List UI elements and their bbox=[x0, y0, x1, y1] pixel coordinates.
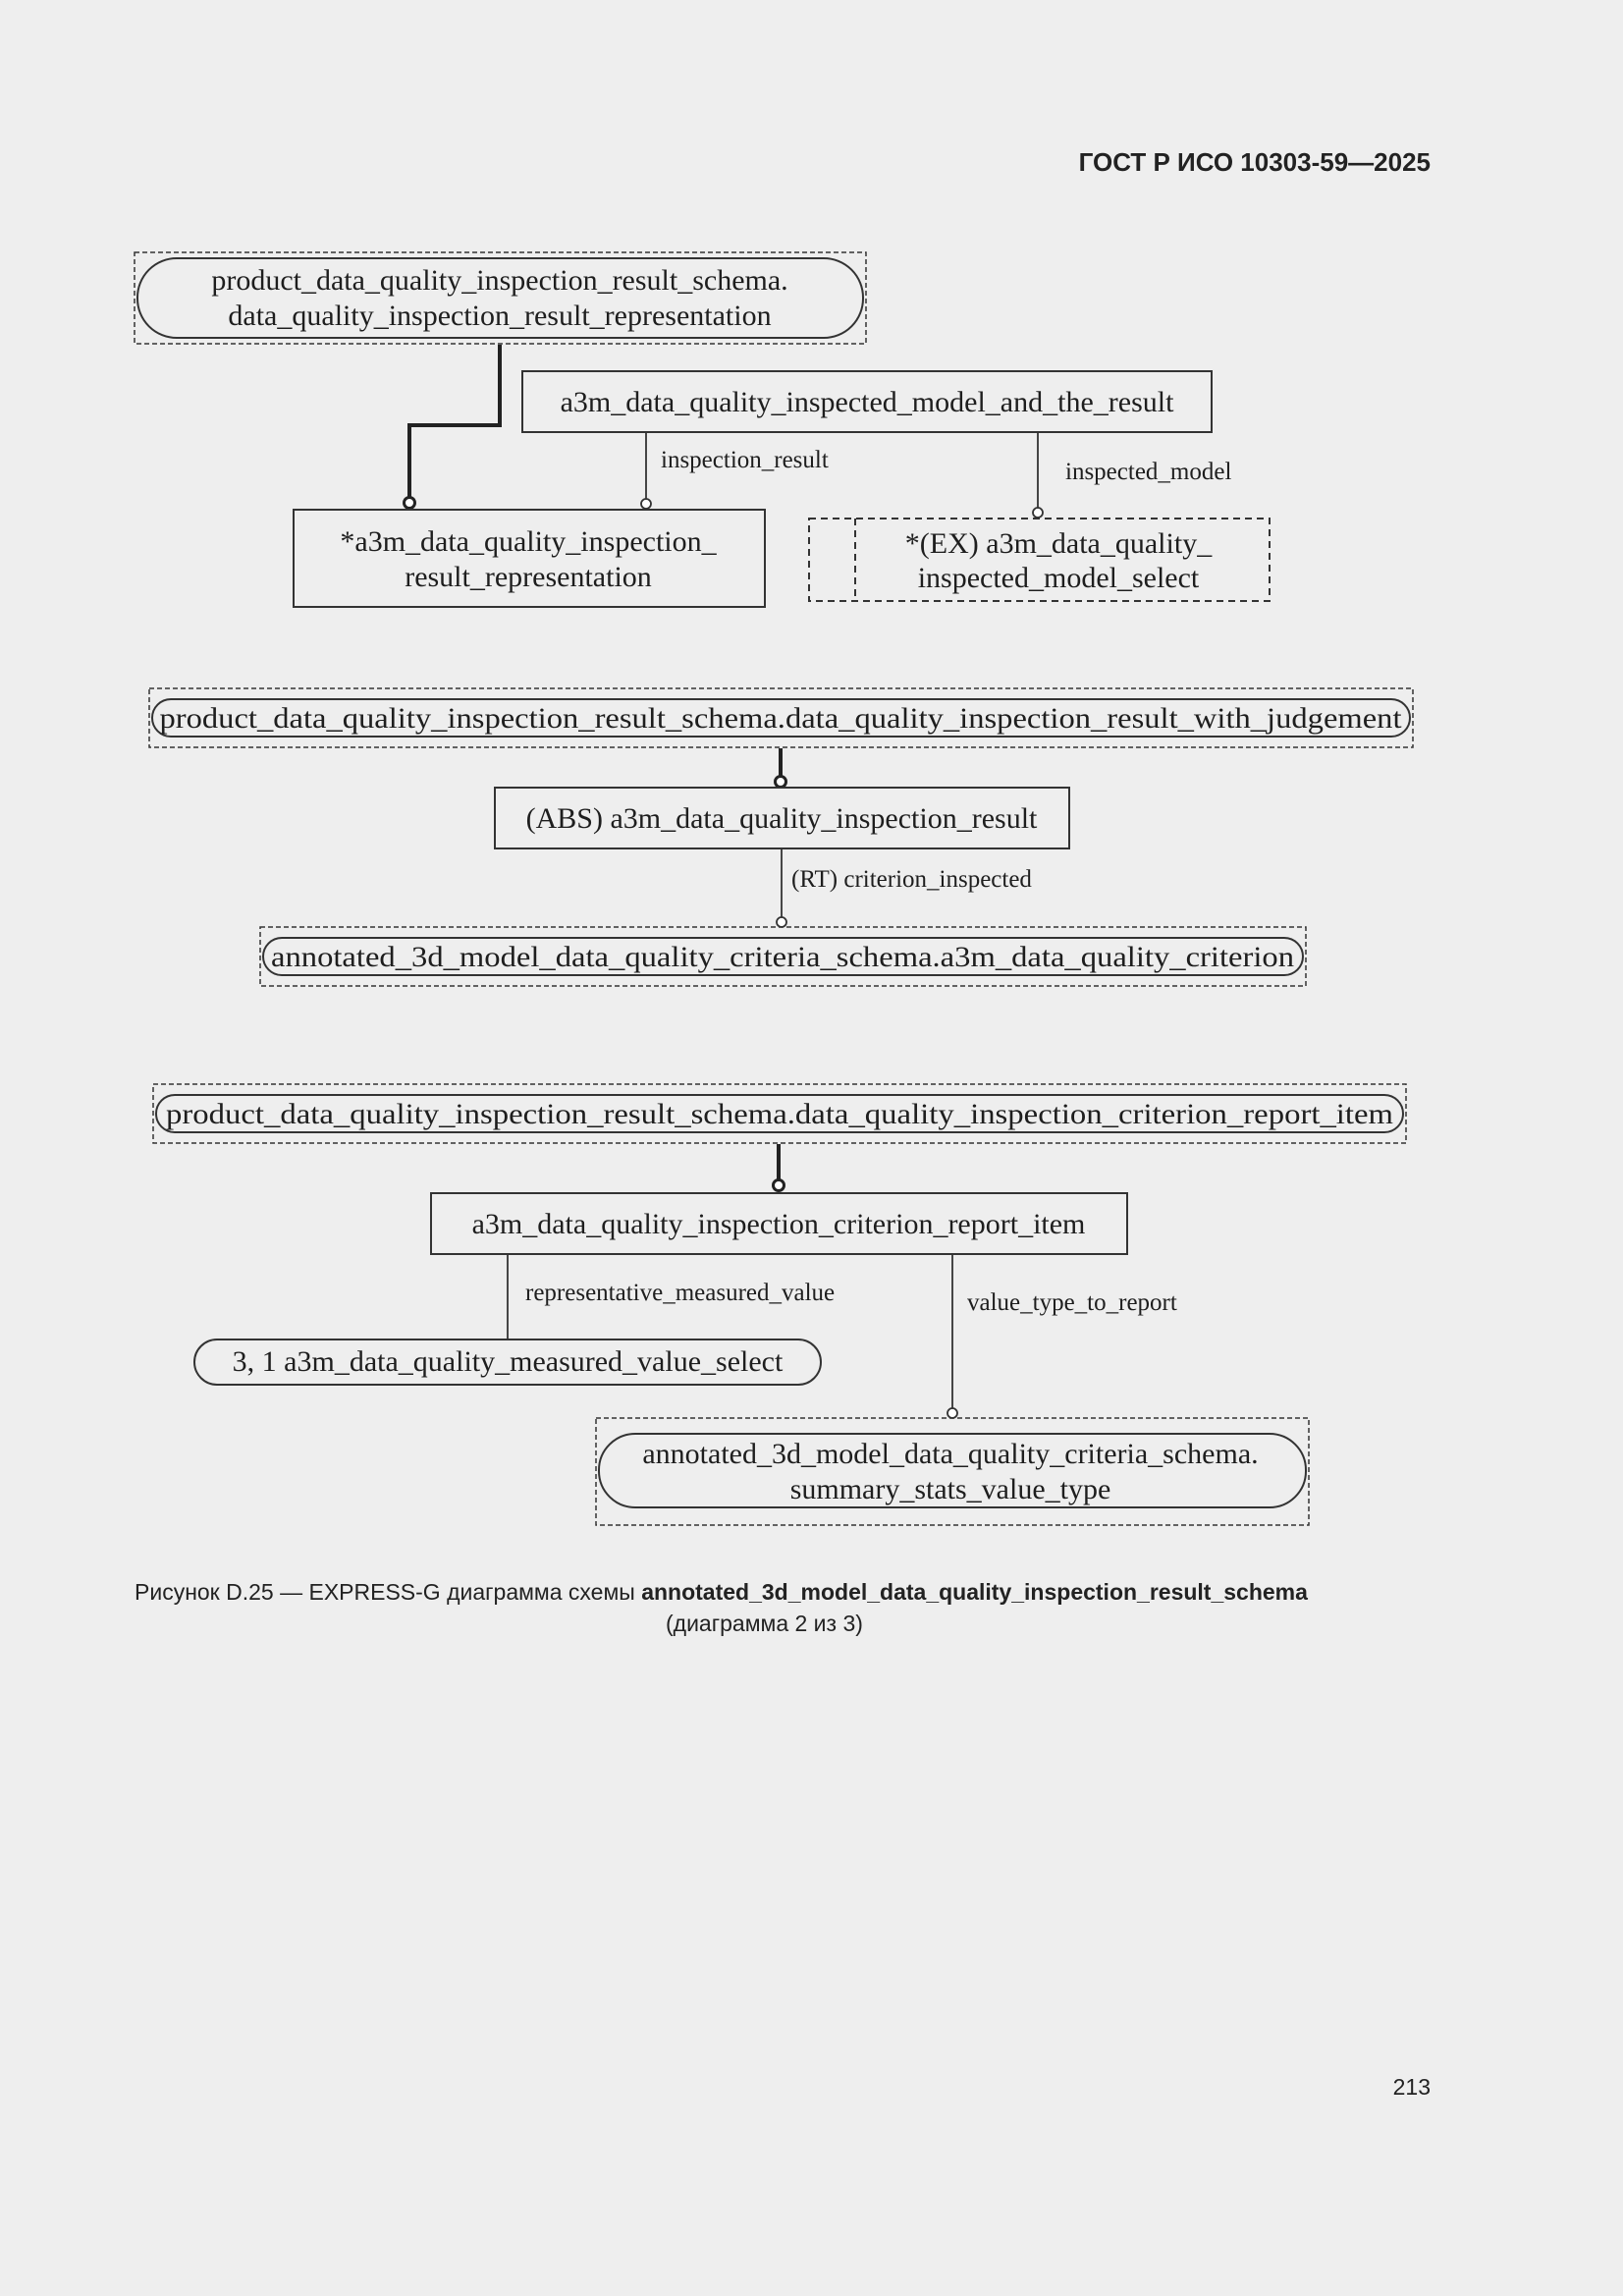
select-inspected-model-select bbox=[809, 519, 1270, 601]
entity-inspection-result-representation bbox=[294, 510, 765, 607]
ref-box-line1: product_data_quality_inspection_result_schema. bbox=[211, 264, 788, 297]
ref-criterion-label: annotated_3d_model_data_quality_criteria_schema.a3m_data_quality_criterion bbox=[271, 941, 1294, 973]
ref-box-line2: data_quality_inspection_result_representation bbox=[228, 300, 772, 332]
ref-stats-line1: annotated_3d_model_data_quality_criteria_schema. bbox=[642, 1438, 1259, 1470]
entity-main-label: a3m_data_quality_inspected_model_and_the_result bbox=[560, 386, 1174, 418]
ref-box-a3m-data-quality-criterion bbox=[260, 927, 1306, 986]
figure-caption bbox=[135, 1576, 1411, 1639]
page-number: 213 bbox=[1392, 2074, 1431, 2100]
subtype-line-representation bbox=[409, 345, 500, 498]
attr-inspected-model-circle bbox=[1033, 508, 1043, 518]
attr-inspected-model-label: inspected_model bbox=[1065, 459, 1232, 485]
attr-inspection-result-circle bbox=[641, 499, 651, 509]
entity-result-label: (ABS) a3m_data_quality_inspection_result bbox=[525, 802, 1038, 835]
attr-criterion-inspected-circle bbox=[777, 917, 786, 927]
ref-stats-line2: summary_stats_value_type bbox=[789, 1473, 1111, 1505]
entity-representation-line1: *a3m_data_quality_inspection_ bbox=[340, 525, 717, 558]
entity-report-label: a3m_data_quality_inspection_criterion_report_item bbox=[471, 1208, 1086, 1240]
attr-criterion-inspected-label: (RT) criterion_inspected bbox=[791, 866, 1032, 893]
caption-line1 bbox=[135, 1576, 1411, 1608]
subtype-line-end-circle bbox=[405, 498, 415, 509]
attr-inspection-result-label: inspection_result bbox=[661, 447, 829, 473]
ref-box-inspection-result-representation bbox=[135, 252, 866, 344]
attr-value-type-circle bbox=[947, 1408, 957, 1418]
subtype-line-inspection-result-circle bbox=[776, 777, 786, 788]
attr-measured-value-label: representative_measured_value bbox=[525, 1280, 836, 1306]
ref-box-summary-stats-value-type bbox=[596, 1418, 1309, 1525]
select-measured-label: 3, 1 a3m_data_quality_measured_value_select bbox=[232, 1345, 784, 1378]
ref-box-report-item-label: product_data_quality_inspection_result_schema.data_quality_inspection_criterion_report_item bbox=[166, 1098, 1393, 1130]
entity-representation-line2: result_representation bbox=[405, 561, 652, 593]
ref-box-judgement-label: product_data_quality_inspection_result_schema.data_quality_inspection_result_with_judgement bbox=[159, 702, 1403, 735]
diagram-group-2 bbox=[149, 688, 1413, 986]
subtype-line-report-item-circle bbox=[774, 1180, 784, 1191]
diagram-group-1 bbox=[135, 252, 1270, 607]
caption-suffix: (диаграмма 2 из 3) bbox=[666, 1611, 863, 1636]
ref-box-result-with-judgement bbox=[149, 688, 1413, 747]
entity-criterion-report-item bbox=[431, 1193, 1127, 1254]
ref-box-criterion-report-item bbox=[153, 1084, 1406, 1143]
entity-abs-inspection-result bbox=[495, 788, 1069, 848]
attr-value-type-label: value_type_to_report bbox=[967, 1289, 1177, 1316]
select-model-line2: inspected_model_select bbox=[917, 562, 1200, 594]
select-measured-value bbox=[194, 1339, 821, 1385]
select-model-line1: *(EX) a3m_data_quality_ bbox=[904, 527, 1213, 560]
caption-prefix: Рисунок D.25 — EXPRESS-G диаграмма схемы bbox=[135, 1579, 642, 1605]
caption-schema-name: annotated_3d_model_data_quality_inspection_result_schema bbox=[641, 1579, 1308, 1605]
document-header: ГОСТ Р ИСО 10303-59—2025 bbox=[1078, 147, 1431, 177]
diagram-group-3 bbox=[153, 1084, 1406, 1525]
entity-inspected-model-and-result bbox=[522, 371, 1212, 432]
